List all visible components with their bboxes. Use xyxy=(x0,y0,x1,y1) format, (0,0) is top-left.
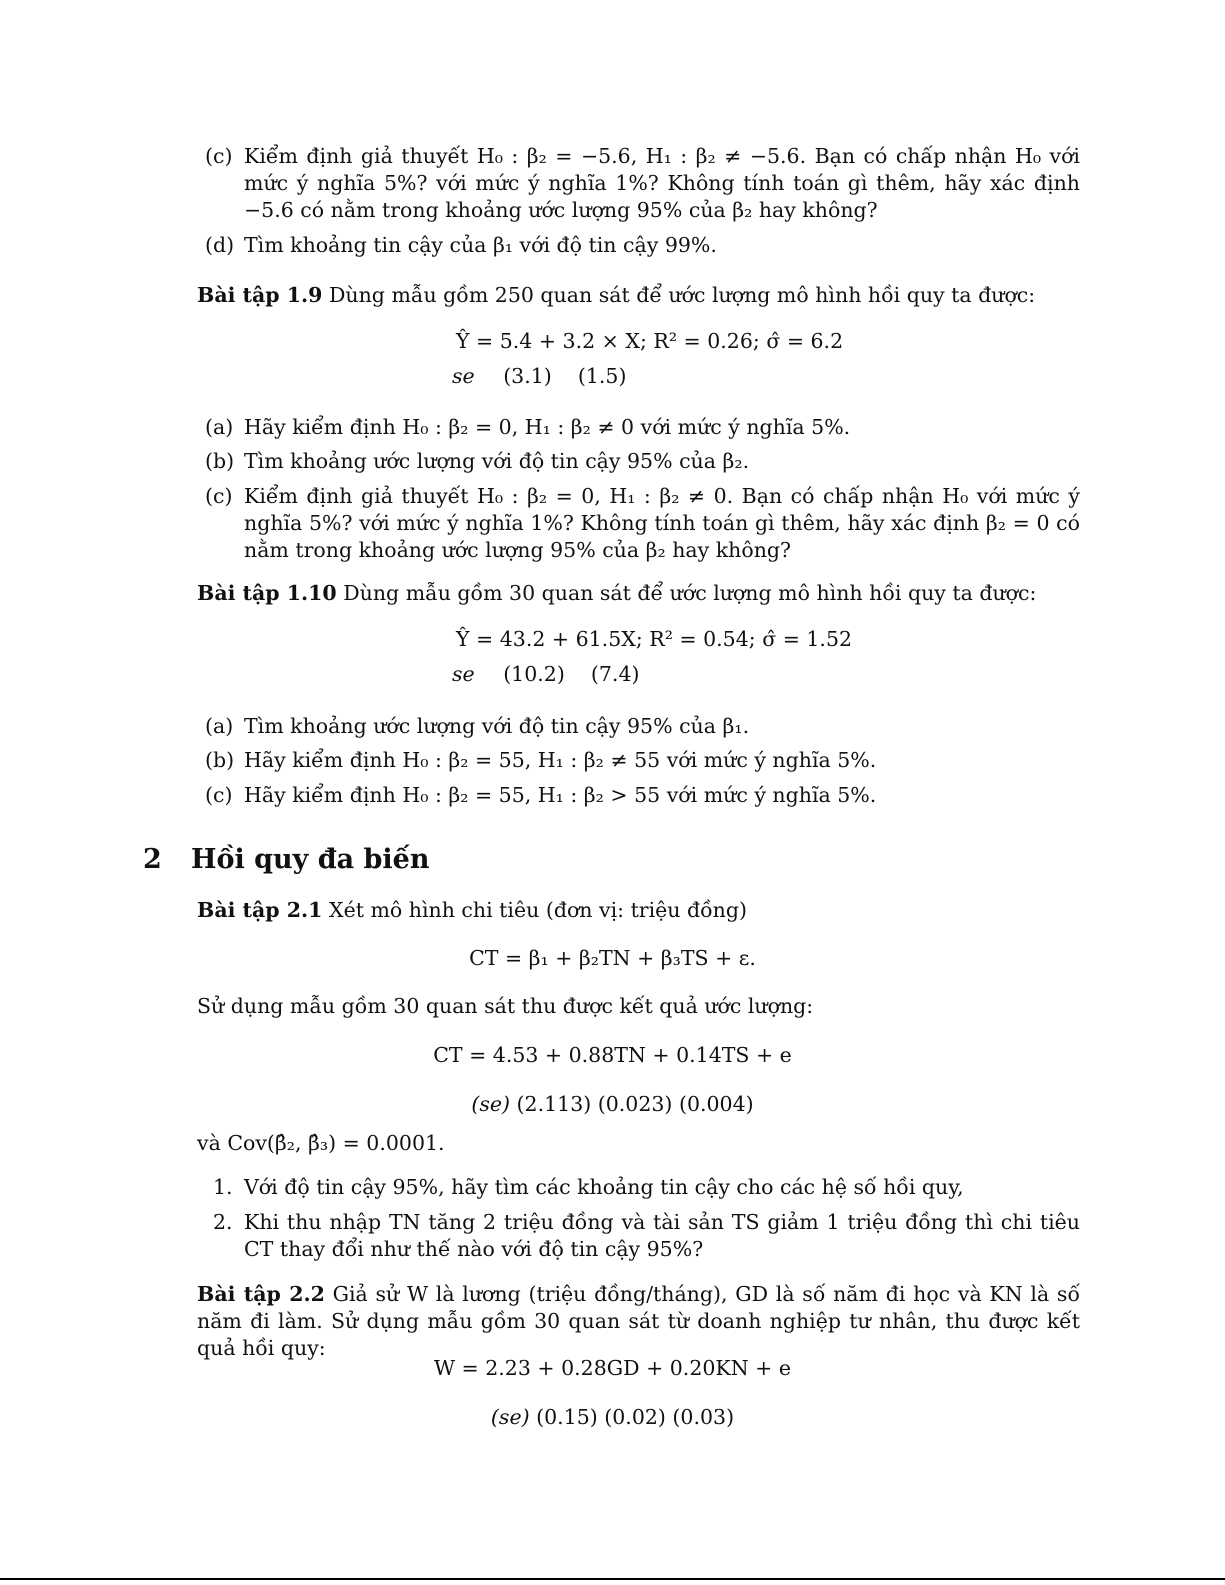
ex19-item-c xyxy=(205,483,1080,564)
item-text: Khi thu nhập TN tăng 2 triệu đồng và tài sản TS giảm 1 triệu đồng thì chi tiêu CT thay đổi như thế nào với độ tin cậy 95%? xyxy=(244,1210,1080,1261)
exercise-intro: Xét mô hình chi tiêu (đơn vị: triệu đồng) xyxy=(328,898,748,922)
item-label: (d) xyxy=(205,233,235,257)
item-label: (c) xyxy=(205,484,233,508)
section-title: Hồi quy đa biến xyxy=(191,844,430,875)
exercise-heading: Bài tập 1.9 xyxy=(197,283,323,307)
item-label: 2. xyxy=(213,1210,233,1234)
ex110-item-c xyxy=(205,782,1080,809)
page-bottom-rule xyxy=(0,1578,1225,1580)
ex19-equation: Ŷ = 5.4 + 3.2 × X; R² = 0.26; σ̂ = 6.2 xyxy=(456,329,844,353)
ex21-estimate-equation: CT = 4.53 + 0.88TN + 0.14TS + e xyxy=(433,1043,792,1067)
ex21-intro-paragraph xyxy=(197,897,1080,924)
item-label: (c) xyxy=(205,144,233,168)
ex21-item-1 xyxy=(213,1174,1080,1201)
ex22-intro-paragraph xyxy=(197,1281,1080,1362)
ex110-item-a xyxy=(205,713,1080,740)
item-label: (c) xyxy=(205,783,233,807)
ex22-standard-errors xyxy=(0,1404,1225,1431)
ex110-item-b xyxy=(205,747,1080,774)
ex18-item-d xyxy=(205,232,1080,259)
ex110-intro-paragraph xyxy=(197,580,1080,607)
item-text: Kiểm định giả thuyết H₀ : β₂ = 0, H₁ : β₂ ≠ 0. Bạn có chấp nhận H₀ với mức ý nghĩa 5%? với mức ý nghĩa 1%? Không tính toán gì thêm, hãy xác định β₂ = 0 có nằm trong khoảng ước lượng 95% của β₂ hay không? xyxy=(244,484,1080,562)
exercise-intro: Dùng mẫu gồm 250 quan sát để ước lượng mô hình hồi quy ta được: xyxy=(328,283,1036,307)
ex21-standard-errors xyxy=(0,1091,1225,1118)
ex22-estimate-equation: W = 2.23 + 0.28GD + 0.20KN + e xyxy=(433,1356,792,1380)
ex110-equation: Ŷ = 43.2 + 61.5X; R² = 0.54; σ̂ = 1.52 xyxy=(456,627,853,651)
item-text: Tìm khoảng ước lượng với độ tin cậy 95% của β₂. xyxy=(244,449,750,473)
item-label: (a) xyxy=(205,714,234,738)
se-label: se xyxy=(452,662,475,686)
exercise-intro: Giả sử W là lương (triệu đồng/tháng), GD là số năm đi học và KN là số năm đi làm. Sử dụng mẫu gồm 30 quan sát từ doanh nghiệp tư nhân, thu được kết quả hồi quy: xyxy=(197,1282,1080,1360)
exercise-heading: Bài tập 1.10 xyxy=(197,581,337,605)
se-label: se xyxy=(452,364,475,388)
ex19-standard-errors xyxy=(452,363,626,390)
item-text: Hãy kiểm định H₀ : β₂ = 55, H₁ : β₂ ≠ 55 với mức ý nghĩa 5%. xyxy=(244,748,877,772)
se-values: (2.113) (0.023) (0.004) xyxy=(516,1092,754,1116)
ex21-covariance: và Cov(β̂₂, β̂₃) = 0.0001. xyxy=(197,1131,445,1155)
item-label: (b) xyxy=(205,748,235,772)
item-label: 1. xyxy=(213,1175,233,1199)
item-text: Hãy kiểm định H₀ : β₂ = 55, H₁ : β₂ > 55 với mức ý nghĩa 5%. xyxy=(244,783,877,807)
item-text: Tìm khoảng tin cậy của β₁ với độ tin cậy 99%. xyxy=(244,233,717,257)
exercise-heading: Bài tập 2.2 xyxy=(197,1282,325,1306)
item-text: Với độ tin cậy 95%, hãy tìm các khoảng tin cậy cho các hệ số hồi quy, xyxy=(244,1175,964,1199)
se-values: (3.1) (1.5) xyxy=(503,364,627,388)
se-label: (se) xyxy=(471,1092,511,1116)
item-label: (b) xyxy=(205,449,235,473)
item-text: Tìm khoảng ước lượng với độ tin cậy 95% của β₁. xyxy=(244,714,750,738)
se-label: (se) xyxy=(490,1405,530,1429)
ex21-item-2 xyxy=(213,1209,1080,1263)
ex19-item-b xyxy=(205,448,1080,475)
ex21-sample-text: Sử dụng mẫu gồm 30 quan sát thu được kết quả ước lượng: xyxy=(197,994,814,1018)
item-label: (a) xyxy=(205,415,234,439)
ex18-item-c xyxy=(205,143,1080,224)
section-number: 2 xyxy=(143,844,162,875)
ex110-standard-errors xyxy=(452,661,640,688)
ex19-intro-paragraph xyxy=(197,282,1080,309)
exercise-intro: Dùng mẫu gồm 30 quan sát để ước lượng mô hình hồi quy ta được: xyxy=(343,581,1037,605)
se-values: (0.15) (0.02) (0.03) xyxy=(536,1405,735,1429)
item-text: Hãy kiểm định H₀ : β₂ = 0, H₁ : β₂ ≠ 0 với mức ý nghĩa 5%. xyxy=(244,415,851,439)
section-heading xyxy=(143,842,430,878)
item-text: Kiểm định giả thuyết H₀ : β₂ = −5.6, H₁ : β₂ ≠ −5.6. Bạn có chấp nhận H₀ với mức ý nghĩa 5%? với mức ý nghĩa 1%? Không tính toán gì thêm, hãy xác định −5.6 có nằm trong khoảng ước lượng 95% của β₂ hay không? xyxy=(244,144,1080,222)
ex21-model-equation: CT = β₁ + β₂TN + β₃TS + ε. xyxy=(469,946,756,970)
exercise-heading: Bài tập 2.1 xyxy=(197,898,323,922)
ex19-item-a xyxy=(205,414,1080,441)
se-values: (10.2) (7.4) xyxy=(503,662,640,686)
